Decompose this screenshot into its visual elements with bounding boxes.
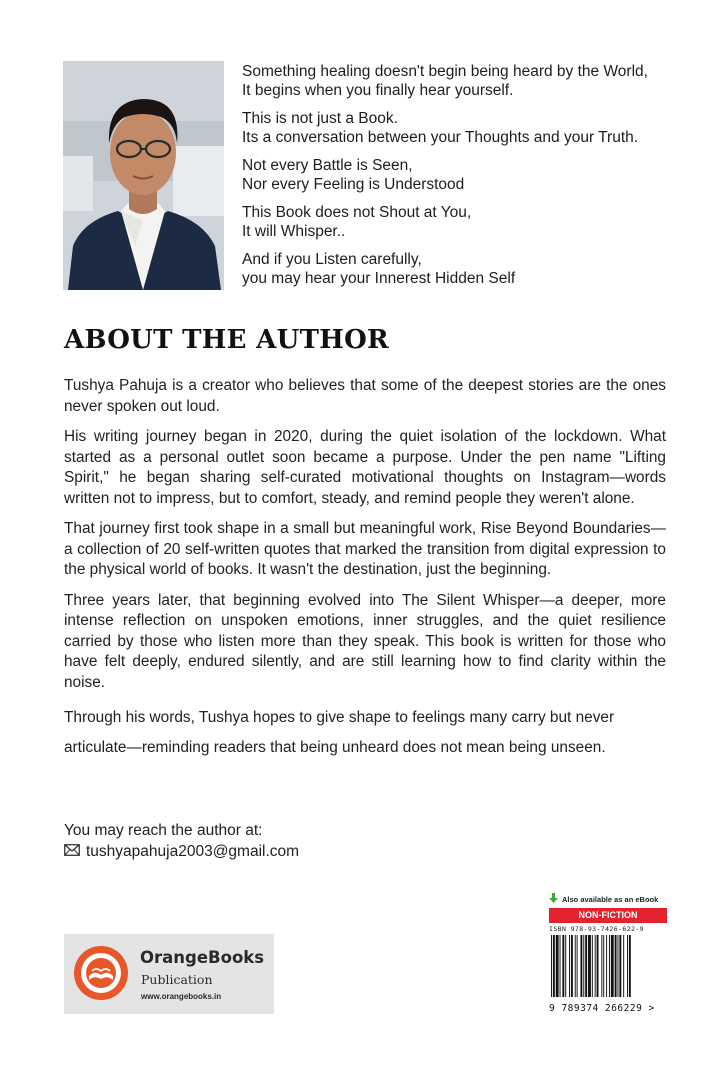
quote-stanza (242, 250, 682, 288)
barcode-block (549, 893, 669, 1013)
quote-line: Something healing doesn't begin being heard by the World, (242, 63, 648, 80)
quote-line: This is not just a Book. (242, 110, 398, 127)
ebook-note-text: Also available as an eBook (562, 894, 659, 904)
publisher-url[interactable]: www.orangebooks.in (141, 992, 222, 1001)
back-cover-quotes (242, 62, 682, 297)
quote-stanza (242, 109, 682, 147)
author-email-link[interactable]: tushyapahuja2003@gmail.com (86, 843, 300, 860)
quote-line: Its a conversation between your Thoughts and your Truth. (242, 129, 639, 146)
bio-paragraph: Three years later, that beginning evolved into The Silent Whisper—a deeper, more intense reflection on unspoken emotions, inner struggles, and the quiet resilience carried by those who listen more than they speak. This book is written for those who have felt deeply, endured silently, and are still learning how to find clarity within the noise. (64, 591, 666, 691)
contact-label: You may reach the author at: (64, 822, 263, 839)
publisher-subtitle: Publication (141, 972, 213, 987)
quote-line: Nor every Feeling is Understood (242, 176, 465, 193)
quote-line: This Book does not Shout at You, (242, 204, 472, 221)
quote-line: It begins when you finally hear yourself. (242, 82, 514, 99)
bio-paragraph: Tushya Pahuja is a creator who believes that some of the deepest stories are the ones never spoken out loud. (64, 377, 666, 415)
envelope-icon (64, 841, 80, 862)
author-contact (64, 820, 299, 862)
orangebooks-logo-icon (72, 944, 130, 1002)
author-photo (63, 61, 224, 290)
quote-line: And if you Listen carefully, (242, 251, 422, 268)
download-arrow-icon (549, 893, 558, 906)
author-bio (64, 376, 666, 773)
bio-paragraph: That journey first took shape in a small but meaningful work, Rise Beyond Boundaries—a collection of 20 self-written quotes that marked the transition from digital expression to the physical world of books. It wasn't the destination, just the beginning. (64, 520, 666, 578)
isbn-text: ISBN 978-93-7426-622-9 (549, 925, 644, 933)
ebook-note (549, 893, 669, 905)
quote-stanza (242, 203, 682, 241)
quote-stanza (242, 156, 682, 194)
quote-line: you may hear your Innerest Hidden Self (242, 270, 516, 287)
quote-stanza (242, 62, 682, 100)
publisher-name: OrangeBooks (140, 948, 265, 967)
email-row (64, 841, 299, 862)
barcode-digits: 9 789374 266229 > (549, 1003, 655, 1014)
quote-line: It will Whisper.. (242, 223, 346, 240)
about-author-heading: ABOUT THE AUTHOR (64, 325, 389, 355)
quote-line: Not every Battle is Seen, (242, 157, 413, 174)
publisher-block (64, 934, 274, 1014)
barcode-bars (549, 935, 669, 1004)
genre-badge: NON-FICTION (549, 908, 667, 923)
bio-paragraph: Through his words, Tushya hopes to give shape to feelings many carry but never articulate—reminding readers that being unheard does not mean being unseen. (64, 709, 615, 756)
bio-paragraph: His writing journey began in 2020, during the quiet isolation of the lockdown. What started as a personal outlet soon became a purpose. Under the pen name "Lifting Spirit," he began sharing self-curated motivational thoughts on Instagram—words written not to impress, but to comfort, steady, and remind people they weren't alone. (64, 428, 666, 507)
